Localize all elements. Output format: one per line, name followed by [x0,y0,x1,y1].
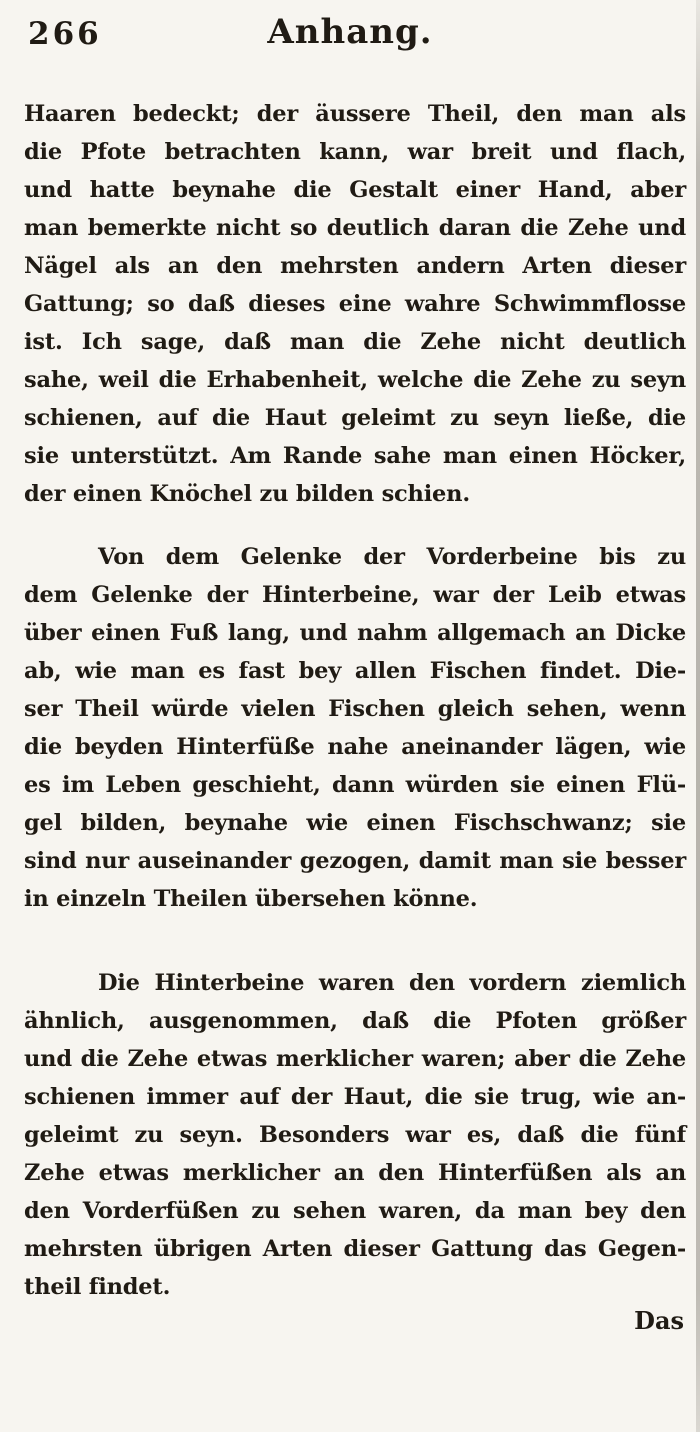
paragraph [24,95,686,513]
text-line: sie unterstützt. Am Rande sahe man einen Höcker, [24,443,686,469]
text-line: Die Hinterbeine waren den vordern ziemlich [98,970,686,996]
text-line: sahe, weil die Erhabenheit, welche die Zehe zu seyn [24,367,686,393]
text-line: theil findet. [24,1274,171,1300]
text-line: ser Theil würde vielen Fischen gleich sehen, wenn [24,696,686,722]
text-line: geleimt zu seyn. Besonders war es, daß die fünf [24,1122,686,1148]
text-line: gel bilden, beynahe wie einen Fischschwanz; sie [24,810,686,836]
text-line: Von dem Gelenke der Vorderbeine bis zu [98,544,686,570]
text-line: schienen immer auf der Haut, die sie trug, wie an- [24,1084,686,1110]
text-line: ähnlich, ausgenommen, daß die Pfoten größer [24,1008,686,1034]
text-line: ab, wie man es fast bey allen Fischen findet. Die- [24,658,686,684]
paragraph [24,538,686,918]
text-line: Nägel als an den mehrsten andern Arten dieser [24,253,686,279]
paragraph [24,964,686,1306]
running-title: Anhang. [267,12,433,52]
text-line: der einen Knöchel zu bilden schien. [24,481,470,507]
text-line: ist. Ich sage, daß man die Zehe nicht deutlich [24,329,686,355]
catchword: Das [634,1306,684,1335]
text-line: die Pfote betrachten kann, war breit und flach, [24,139,686,165]
text-line: es im Leben geschieht, dann würden sie einen Flü- [24,772,686,798]
text-line: und die Zehe etwas merklicher waren; aber die Zehe [24,1046,686,1072]
text-line: mehrsten übrigen Arten dieser Gattung das Gegen- [24,1236,686,1262]
text-line: den Vorderfüßen zu sehen waren, da man bey den [24,1198,686,1224]
text-line: über einen Fuß lang, und nahm allgemach an Dicke [24,620,686,646]
text-line: Haaren bedeckt; der äussere Theil, den man als [24,101,686,127]
text-line: die beyden Hinterfüße nahe aneinander lägen, wie [24,734,686,760]
text-line: in einzeln Theilen übersehen könne. [24,886,478,912]
text-line: und hatte beynahe die Gestalt einer Hand, aber [24,177,686,203]
text-line: schienen, auf die Haut geleimt zu seyn ließe, die [24,405,686,431]
scan-edge-shadow [696,0,700,1432]
text-line: Gattung; so daß dieses eine wahre Schwimmflosse [24,291,686,317]
body-text [24,95,686,1306]
text-line: Zehe etwas merklicher an den Hinterfüßen als an [24,1160,686,1186]
page-number: 266 [28,16,102,52]
text-line: man bemerkte nicht so deutlich daran die Zehe und [24,215,686,241]
text-line: dem Gelenke der Hinterbeine, war der Leib etwas [24,582,686,608]
text-line: sind nur auseinander gezogen, damit man sie besser [24,848,686,874]
